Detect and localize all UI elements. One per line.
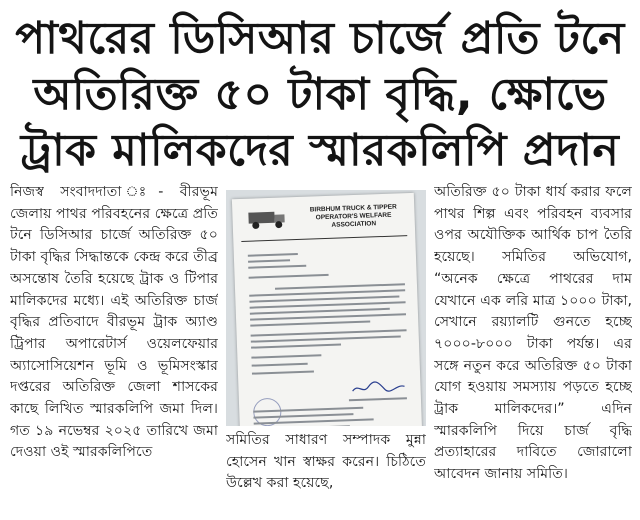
memorandum-photo bbox=[226, 190, 426, 426]
signature bbox=[350, 379, 406, 395]
headline-line-2: অতিরিক্ত ৫০ টাকা বৃদ্ধি, ক্ষোভে bbox=[33, 69, 607, 120]
memorandum-letter bbox=[232, 193, 422, 426]
letterhead-title: BIRBHUM TRUCK & TIPPER OPERATOR'S WELFARE ASSOCIATION bbox=[309, 203, 397, 229]
truck-icon bbox=[246, 207, 289, 230]
article-right-column: অতিরিক্ত ৫০ টাকা ধার্য করার ফলে পাথর শিল্প এবং পরিবহন ব্যবসার ওপর অযৌক্তিক আর্থিক চাপ তৈরি হয়েছে। সমিতির অভিযোগ, “অনেক ক্ষেত্রে পাথরের দাম যেখানে এক লরি মাত্র ১০০০ টাকা, সেখানে রয়্যালটি গুনতে হচ্ছে ৭০০০-৮০০০ টাকা পর্যন্ত। এর সঙ্গে নতুন করে অতিরিক্ত ৫০ টাকা যোগ হওয়ায় সমস্যায় পড়তে হচ্ছে ট্রাক মালিকদের।” এদিন স্মারকলিপি দিয়ে চার্জ বৃদ্ধি প্রত্যাহারের দাবিতে জোরালো আবেদন জানায় সমিতি। bbox=[434, 184, 632, 483]
headline-line-3: ট্রাক মালিকদের স্মারকলিপি প্রদান bbox=[20, 125, 620, 176]
headline-line-1: পাথরের ডিসিআর চার্জে প্রতি টনে bbox=[15, 13, 625, 64]
headline bbox=[0, 0, 640, 182]
letterhead-rule bbox=[241, 235, 407, 242]
article-left-column: নিজস্ব সংবাদদাতা ঃ- বীরভূম জেলায় পাথর পরিবহনের ক্ষেত্রে প্রতি টনে ডিসিআর চার্জে অতিরিক্ত ৫০ টাকা বৃদ্ধির সিদ্ধান্তকে কেন্দ্র করে তীব্র অসন্তোষ তৈরি হয়েছে ট্রাক ও টিপার মালিকদের মধ্যে। এই অতিরিক্ত চার্জ বৃদ্ধির প্রতিবাদে বীরভূম ট্রাক অ্যাণ্ড ট্রিপার অপারেটার্স ওয়েলফেয়ার অ্যাসোসিয়েশন ভূমি ও ভূমিসংস্কার দপ্তরের অতিরিক্ত জেলা শাসকের কাছে লিখিত স্মারকলিপি জমা দিল। গত ১৯ নভেম্বর ২০২৫ তারিখে জমা দেওয়া ওই স্মারকলিপিতে bbox=[10, 184, 218, 461]
article-middle-text: সমিতির সাধারণ সম্পাদক মুন্না হোসেন খান স্বাক্ষর করেন। চিঠিতে উল্লেখ করা হয়েছে, bbox=[226, 432, 426, 492]
